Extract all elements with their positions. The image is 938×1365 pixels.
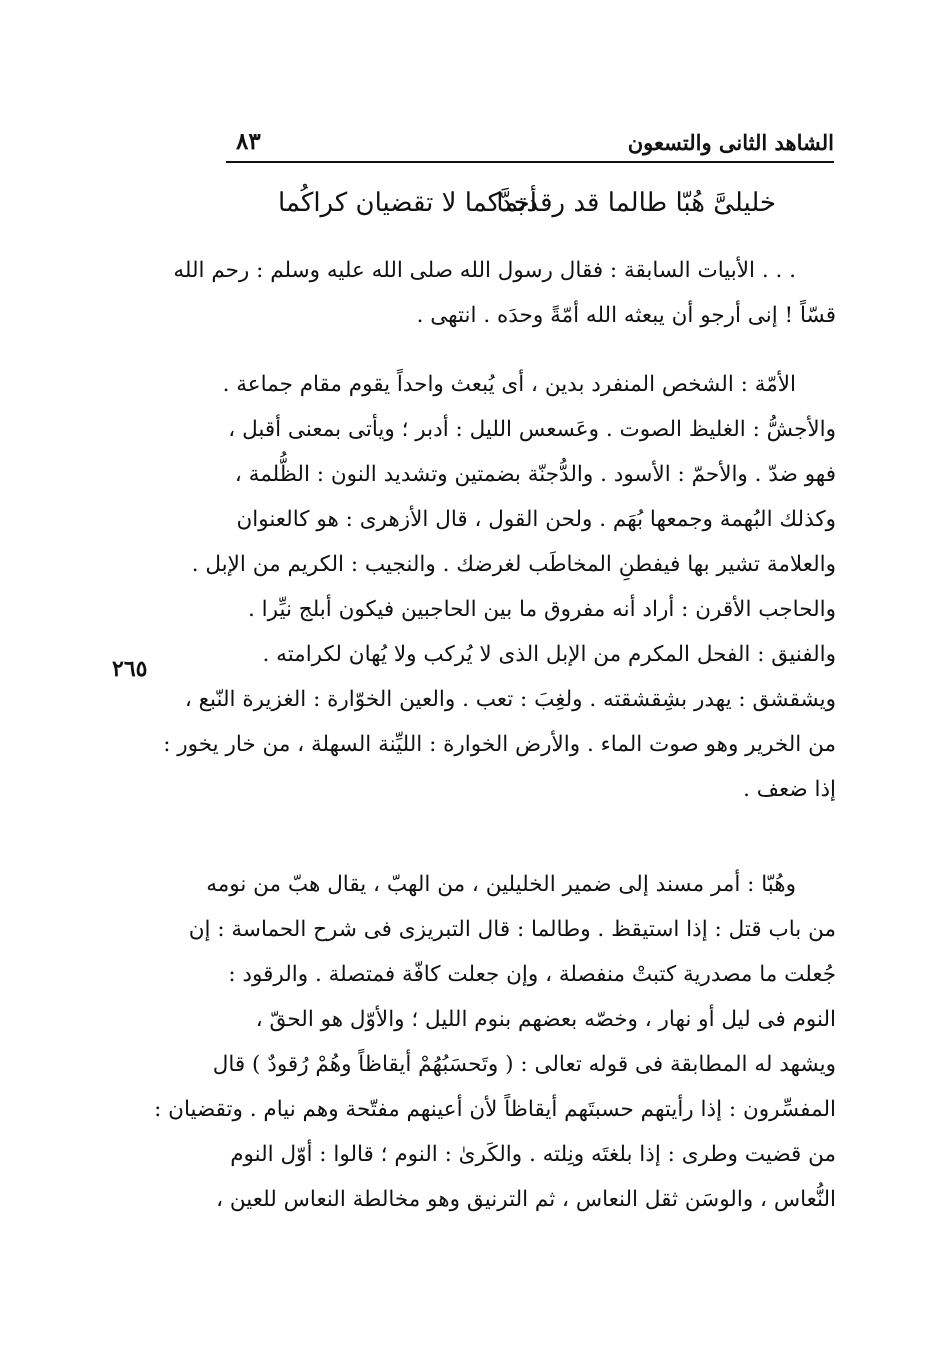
header-divider [226,161,834,163]
text-line: ويشقشق : يهدر بشِقشقته . ولغِبَ : تعب . والعين الخوّارة : الغزيرة النّبع ، [184,687,836,712]
margin-number: ٢٦٥ [112,656,148,682]
text-line: فهو ضدّ . والأحمّ : الأسود . والدُّجنّة بضمتين وتشديد النون : الظُّلمة ، [234,462,836,487]
text-line: الأمّة : الشخص المنفرد بدين ، أى يُبعث واحداً يقوم مقام جماعة . [222,372,796,397]
text-line: وهُبّا : أمر مسند إلى ضمير الخليلين ، من الهبّ ، يقال هبّ من نومه [206,872,796,897]
text-line: من قضيت وطرى : إذا بلغتَه ونِلته . والكَرىٰ : النوم ؛ قالوا : أوّل النوم [230,1142,836,1167]
text-line: قسّاً ! إنى أرجو أن يبعثه الله أمّةً وحدَه . انتهى . [416,303,836,328]
poetry-verse [226,188,834,234]
text-line: والفنيق : الفحل المكرم من الإبل الذى لا يُركب ولا يُهان لكرامته . [262,642,836,667]
text-line: إذا ضعف . [743,777,836,802]
paragraph-1 [173,248,836,338]
text-line: المفسِّرون : إذا رأيتهم حسبتَهم أيقاظاً لأن أعينهم مفتّحة وهم نيام . وتقضيان : [154,1097,836,1122]
text-line: النُّعاس ، والوسَن ثقل النعاس ، ثم الترنيق وهو مخالطة النعاس للعين ، [216,1187,836,1212]
text-line: وكذلك البُهمة وجمعها بُهَم . ولحن القول ، قال الأزهرى : هو كالعنوان [236,507,836,532]
page-number: ٨٣ [236,128,261,155]
text-line: والحاجب الأقرن : أراد أنه مفروق ما بين الحاجبين فيكون أبلج نيِّرا . [248,597,836,622]
paragraph-2 [163,362,836,812]
verse-first-hemistich: خليلىَّ هُبّا طالما قد رقدتما [496,188,776,218]
paragraph-3 [154,862,836,1222]
verse-second-hemistich: أجدَّكما لا تقضيان كراكُما [278,188,537,218]
text-line: النوم فى ليل أو نهار ، وخصّه بعضهم بنوم الليل ؛ والأوّل هو الحقّ ، [255,1007,836,1032]
running-header [226,128,834,162]
text-line: . . . الأبيات السابقة : فقال رسول الله صلى الله عليه وسلم : رحم الله [173,258,796,283]
text-line: والأجشُّ : الغليظ الصوت . وعَسعس الليل : أدبر ؛ ويأتى بمعنى أقبل ، [228,417,836,442]
text-line: ويشهد له المطابقة فى قوله تعالى : ( وتَحسَبُهُمْ أيقاظاً وهُمْ رُقودٌ ) قال [212,1052,836,1077]
text-line: جُعلت ما مصدرية كتبتْ منفصلة ، وإن جعلت كافّة فمتصلة . والرقود : [228,962,836,987]
chapter-title: الشاهد الثانى والتسعون [627,130,834,155]
text-line: من باب قتل : إذا استيقظ . وطالما : قال التبريزى فى شرح الحماسة : إن [188,917,836,942]
text-line: والعلامة تشير بها فيفطنِ المخاطَب لغرضك . والنجيب : الكريم من الإبل . [191,552,836,577]
text-line: من الخرير وهو صوت الماء . والأرض الخوارة : الليِّنة السهلة ، من خار يخور : [163,732,836,757]
